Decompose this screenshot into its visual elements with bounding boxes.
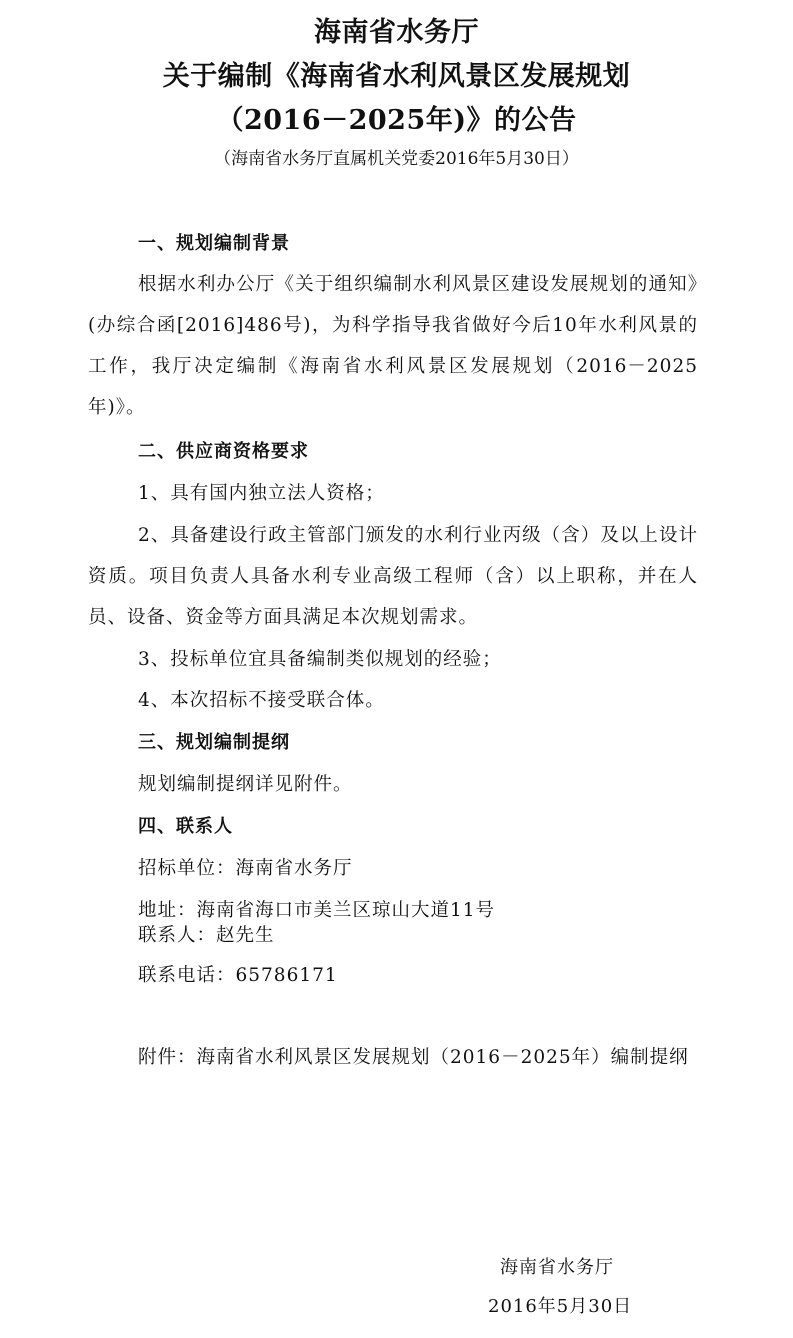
contact-person: 联系人：赵先生 bbox=[138, 925, 275, 946]
background-paragraph: 根据水利办公厅《关于组织编制水利风景区建设发展规划的通知》(办综合函[2016]486号)，为科学指导我省做好今后10年水利风景的工作，我厅决定编制《海南省水利风景区发展规划（2016－2025年)》。 bbox=[88, 274, 698, 418]
signature-date: 2016年5月30日 bbox=[488, 1296, 633, 1317]
outline-text: 规划编制提纲详见附件。 bbox=[138, 774, 353, 795]
subtitle: （海南省水务厅直属机关党委2016年5月30日） bbox=[214, 149, 579, 169]
title-line-3: （2016－2025年)》的公告 bbox=[216, 105, 577, 136]
attachment-note: 附件：海南省水利风景区发展规划（2016－2025年）编制提纲 bbox=[138, 1047, 689, 1068]
signature-org: 海南省水务厅 bbox=[500, 1257, 614, 1278]
qualification-item-1: 1、具有国内独立法人资格； bbox=[138, 483, 385, 504]
section-heading-qualification: 二、供应商资格要求 bbox=[138, 441, 309, 462]
section-heading-outline: 三、规划编制提纲 bbox=[138, 732, 290, 753]
contact-unit: 招标单位：海南省水务厅 bbox=[138, 858, 353, 879]
title-line-2: 关于编制《海南省水利风景区发展规划 bbox=[162, 61, 631, 92]
qualification-item-2: 2、具备建设行政主管部门颁发的水利行业丙级（含）及以上设计资质。项目负责人具备水利专业高级工程师（含）以上职称，并在人员、设备、资金等方面具满足本次规划需求。 bbox=[88, 525, 698, 628]
section-heading-background: 一、规划编制背景 bbox=[138, 233, 290, 254]
contact-phone: 联系电话：65786171 bbox=[138, 965, 338, 986]
qualification-item-3: 3、投标单位宜具备编制类似规划的经验； bbox=[138, 649, 502, 670]
title-line-1: 海南省水务厅 bbox=[314, 17, 479, 48]
section-heading-contact: 四、联系人 bbox=[138, 816, 233, 837]
contact-address: 地址：海南省海口市美兰区琼山大道11号 bbox=[138, 900, 496, 921]
qualification-item-4: 4、本次招标不接受联合体。 bbox=[138, 690, 385, 711]
